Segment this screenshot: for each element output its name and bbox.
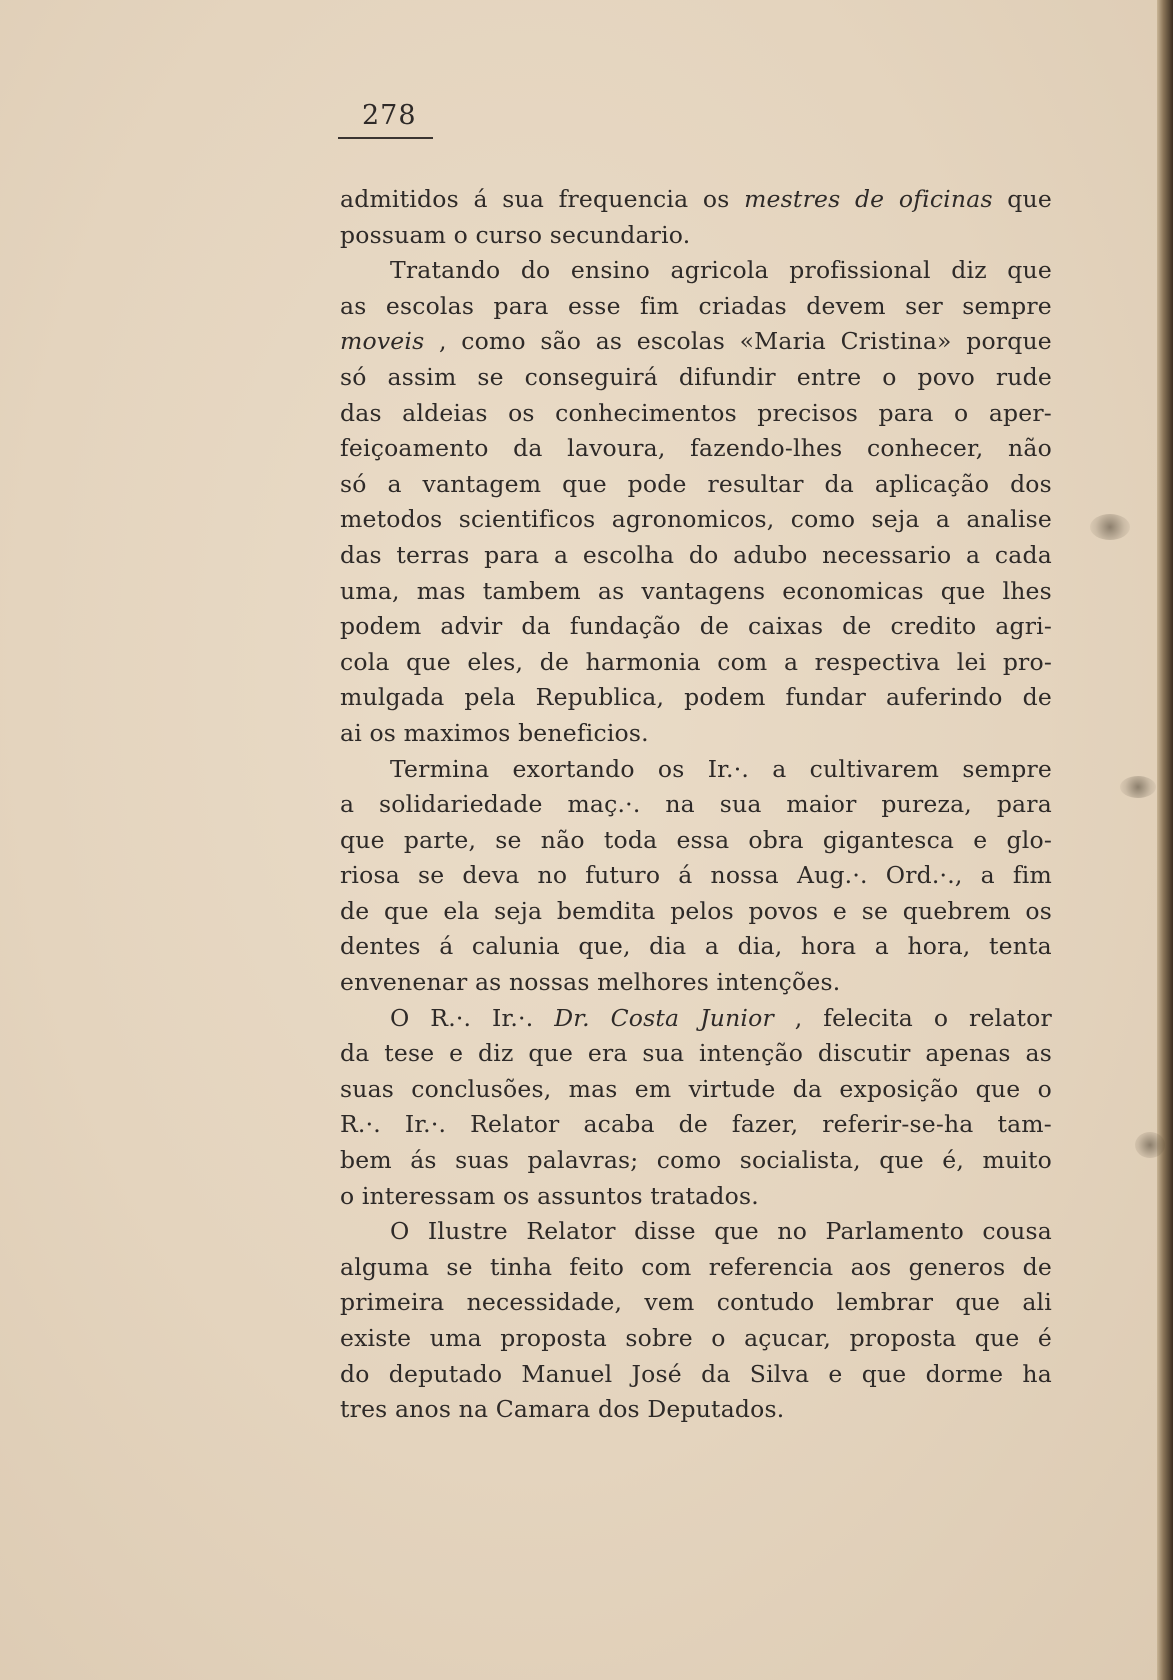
ink-blot xyxy=(1120,776,1156,798)
text-line: ai os maximos beneficios. xyxy=(340,718,649,747)
text-line: só assim se conseguirá difundir entre o povo rude xyxy=(340,362,1052,391)
text-line: admitidos á sua frequencia os mestres de oficinas que xyxy=(340,185,1052,213)
text-line: metodos scientificos agronomicos, como seja a analise xyxy=(340,505,1052,534)
ink-blot xyxy=(1135,1132,1165,1158)
text-line: O Ilustre Relator disse que no Parlamento cousa xyxy=(390,1217,1052,1246)
text-line: suas conclusões, mas em virtude da exposição que o xyxy=(340,1074,1052,1103)
text-line: da tese e diz que era sua intenção discutir apenas as xyxy=(340,1039,1052,1068)
text-line: R.·. Ir.·. Relator acaba de fazer, referir-se-ha tam- xyxy=(340,1110,1052,1139)
text-line: o interessam os assuntos tratados. xyxy=(340,1181,759,1210)
text-line: mulgada pela Republica, podem fundar auferindo de xyxy=(340,683,1052,712)
text-line: O R.·. Ir.·. Dr. Costa Junior , felecita o relator xyxy=(390,1003,1052,1032)
text-line: Tratando do ensino agricola profissional diz que xyxy=(390,256,1052,285)
text-line: feiçoamento da lavoura, fazendo-lhes conhecer, não xyxy=(340,434,1052,463)
text-line: tres anos na Camara dos Deputados. xyxy=(340,1395,785,1424)
text-line: que parte, se não toda essa obra gigantesca e glo- xyxy=(340,825,1052,854)
text-line: as escolas para esse fim criadas devem ser sempre xyxy=(340,291,1052,320)
page-binding-edge xyxy=(1157,0,1173,1680)
text-line: existe uma proposta sobre o açucar, proposta que é xyxy=(340,1324,1052,1352)
page-number: 278 xyxy=(362,100,417,131)
text-line: alguma se tinha feito com referencia aos generos de xyxy=(340,1252,1052,1281)
text-line: bem ás suas palavras; como socialista, que é, muito xyxy=(340,1146,1052,1175)
text-line: de que ela seja bemdita pelos povos e se quebrem os xyxy=(340,896,1052,925)
text-line: Termina exortando os Ir.·. a cultivarem sempre xyxy=(390,754,1052,783)
text-line: podem advir da fundação de caixas de credito agri- xyxy=(340,612,1052,641)
text-line: possuam o curso secundario. xyxy=(340,220,691,249)
text-line: primeira necessidade, vem contudo lembrar que ali xyxy=(340,1288,1052,1317)
text-line: envenenar as nossas melhores intenções. xyxy=(340,968,841,997)
ink-blot xyxy=(1090,514,1130,540)
text-line: dentes á calunia que, dia a dia, hora a hora, tenta xyxy=(340,932,1052,961)
page-number-rule xyxy=(338,137,433,139)
text-line: riosa se deva no futuro á nossa Aug.·. Ord.·., a fim xyxy=(340,861,1052,890)
text-line: só a vantagem que pode resultar da aplicação dos xyxy=(340,469,1052,498)
text-line: das aldeias os conhecimentos precisos para o aper- xyxy=(340,398,1052,427)
text-line: a solidariedade maç.·. na sua maior pureza, para xyxy=(340,790,1052,819)
text-line: do deputado Manuel José da Silva e que dorme ha xyxy=(340,1359,1052,1388)
body-text xyxy=(340,182,1052,1428)
text-line: cola que eles, de harmonia com a respectiva lei pro- xyxy=(340,647,1052,676)
text-line: das terras para a escolha do adubo necessario a cada xyxy=(340,540,1052,569)
text-line: uma, mas tambem as vantagens economicas que lhes xyxy=(340,576,1052,605)
text-line: moveis , como são as escolas «Maria Cristina» porque xyxy=(340,327,1052,356)
